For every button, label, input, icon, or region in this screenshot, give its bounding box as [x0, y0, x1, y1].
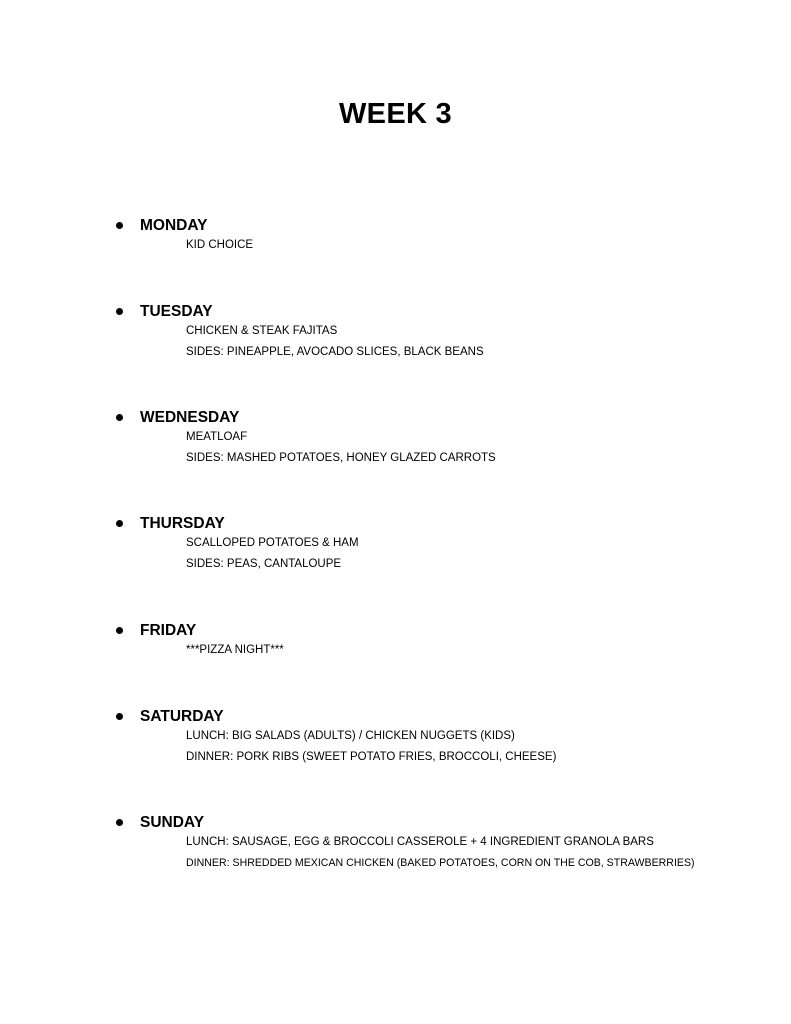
day-name: THURSDAY [140, 515, 225, 532]
day-saturday [0, 708, 791, 764]
meal-line: SIDES: PEAS, CANTALOUPE [186, 558, 342, 570]
meal-line: SCALLOPED POTATOES & HAM [186, 537, 359, 549]
meal-line: MEATLOAF [186, 431, 248, 443]
meal-line: ***PIZZA NIGHT*** [186, 644, 284, 656]
day-thursday [0, 515, 791, 571]
day-name: SATURDAY [140, 708, 224, 725]
day-wednesday [0, 409, 791, 465]
day-name: WEDNESDAY [140, 409, 240, 426]
meal-list [0, 325, 791, 359]
day-sunday [0, 814, 791, 870]
meal-line: DINNER: PORK RIBS (SWEET POTATO FRIES, BROCCOLI, CHEESE) [186, 751, 557, 763]
meal-list [0, 644, 791, 657]
day-name: FRIDAY [140, 622, 197, 639]
meal-line: SIDES: PINEAPPLE, AVOCADO SLICES, BLACK BEANS [186, 346, 484, 358]
day-monday [0, 217, 791, 252]
meal-list [0, 836, 791, 870]
bullet-icon [116, 819, 123, 826]
day-name: MONDAY [140, 217, 208, 234]
meal-list [0, 239, 791, 252]
day-name: SUNDAY [140, 814, 205, 831]
day-name: TUESDAY [140, 303, 213, 320]
meal-line: LUNCH: SAUSAGE, EGG & BROCCOLI CASSEROLE + 4 INGREDIENT GRANOLA BARS [186, 836, 654, 848]
bullet-icon [116, 414, 123, 421]
meal-line: DINNER: SHREDDED MEXICAN CHICKEN (BAKED POTATOES, CORN ON THE COB, STRAWBERRIES) [186, 857, 695, 869]
meal-line: SIDES: MASHED POTATOES, HONEY GLAZED CARROTS [186, 452, 496, 464]
meal-list [0, 431, 791, 465]
bullet-icon [116, 627, 123, 634]
meal-line: LUNCH: BIG SALADS (ADULTS) / CHICKEN NUGGETS (KIDS) [186, 730, 515, 742]
bullet-icon [116, 308, 123, 315]
meal-line: CHICKEN & STEAK FAJITAS [186, 325, 338, 337]
meal-line: KID CHOICE [186, 239, 254, 251]
bullet-icon [116, 222, 123, 229]
meal-list [0, 537, 791, 571]
bullet-icon [116, 713, 123, 720]
day-tuesday [0, 303, 791, 359]
day-friday [0, 622, 791, 657]
page-title: WEEK 3 [339, 98, 452, 130]
meal-list [0, 730, 791, 764]
bullet-icon [116, 520, 123, 527]
